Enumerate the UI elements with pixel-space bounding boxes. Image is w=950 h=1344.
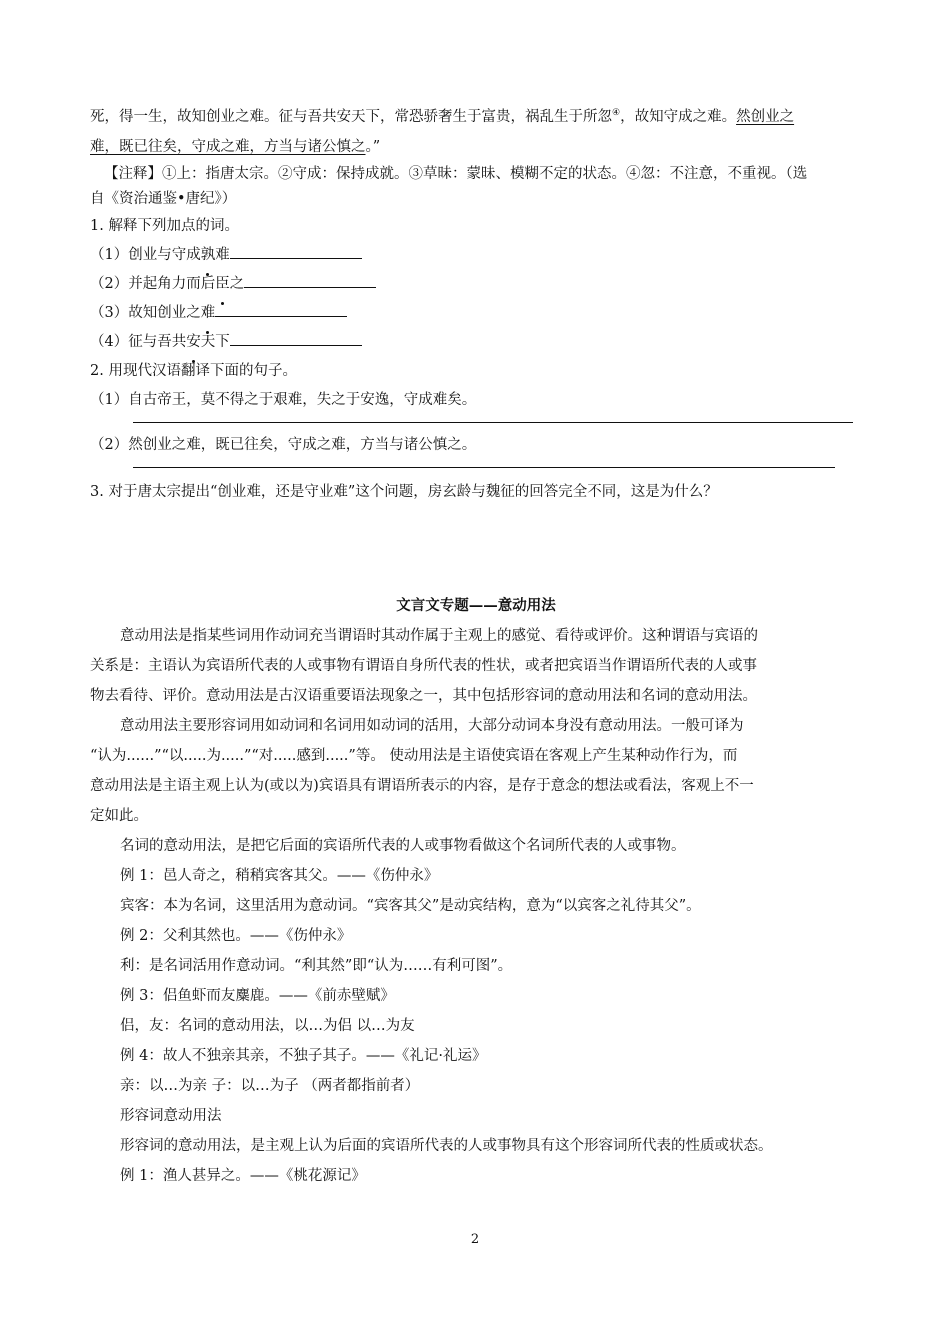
answer-blank[interactable] [244,273,376,288]
dotted-char: 安 [186,328,201,357]
spacer [90,507,862,591]
footnote-marker: ④ [612,108,621,118]
notes-line-1: 【注释】①上：指唐太宗。②守成：保持成就。③草昧：蒙昧、模糊不定的状态。④忽：不注意，不重视。（选 [104,165,808,182]
noun-usage-intro: 名词的意动用法，是把它后面的宾语所代表的人或事物看做这个名词所代表的人或事物。 [120,837,686,854]
dotted-char: 孰 [201,241,216,270]
question-1-item: （3）故知创业之难 [90,299,862,328]
paragraph-line: 意动用法是指某些词用作动词充当谓语时其动作属于主观上的感觉、看待或评价。这种谓语与宾语的 [120,627,758,644]
adjective-usage-intro: 形容词的意动用法，是主观上认为后面的宾语所代表的人或事物具有这个形容词所代表的性质或状态。 [120,1137,773,1154]
example: 例 1：邑人奇之，稍稍宾客其父。——《伤仲永》 [120,867,439,884]
paragraph-line: 意动用法主要形容词用如动词和名词用如动词的活用，大部分动词本身没有意动用法。一般可译为 [120,717,744,734]
passage-text: 死，得一生，故知创业之难。征与吾共安天下，常恐骄奢生于富贵，祸乱生于所忽 [90,108,612,125]
answer-line[interactable] [133,421,853,423]
answer-blank[interactable] [230,244,362,259]
example: 例 2：父利其然也。——《伤仲永》 [120,927,352,944]
question-3-title: 3. 对于唐太宗提出“创业难，还是守业难”这个问题，房玄龄与魏征的回答完全不同，这是为什么？ [90,483,718,500]
paragraph-line: 意动用法是主语主观上认为(或以为)宾语具有谓语所表示的内容，是存于意念的想法或看法，客观上不一 [90,777,754,794]
question-2-sentence-1: （1）自古帝王，莫不得之于艰难，失之于安逸，守成难矣。 [90,391,477,408]
example-explanation: 亲：以…为亲 子：以…为子 （两者都指前者） [120,1077,420,1094]
example: 例 3：侣鱼虾而友麋鹿。——《前赤壁赋》 [120,987,395,1004]
question-1-item: （1）创业与守成孰难 [90,241,862,270]
answer-line[interactable] [133,466,835,468]
dotted-char: 臣 [215,270,230,299]
adjective-usage-heading: 形容词意动用法 [120,1107,222,1124]
paragraph-line: 物去看待、评价。意动用法是古汉语重要语法现象之一，其中包括形容词的意动用法和名词的意动用法。 [90,687,757,704]
underlined-sentence: 难，既已往矣，守成之难，方当与诸公慎之 [90,138,366,155]
example-explanation: 利：是名词活用作意动词。“利其然”即“认为……有利可图”。 [120,957,513,974]
answer-blank[interactable] [215,302,347,317]
passage-line-2 [90,132,862,162]
document-page [90,98,862,1191]
answer-blank[interactable] [230,331,362,346]
paragraph-line: 关系是：主语认为宾语所代表的人或事物有谓语自身所代表的性状，或者把宾语当作谓语所代表的人或事 [90,657,757,674]
question-1-item: （2）并起角力而后臣之 [90,270,862,299]
example: 例 1：渔人甚异之。——《桃花源记》 [120,1167,366,1184]
paragraph-line: 定如此。 [90,807,148,824]
paragraph-line: “认为......”“以.....为.....”“对.....感到.....”等。 使动用法是主语使宾语在客观上产生某种动作行为，而 [90,747,738,764]
passage-line-1 [90,98,862,132]
passage-text: ，故知守成之难。 [620,108,737,125]
example-explanation: 宾客：本为名词，这里活用为意动词。“宾客其父”是动宾结构，意为“以宾客之礼待其父”。 [120,897,701,914]
passage-text: 。” [365,138,381,155]
notes-line-2: 自《资治通鉴•唐纪》） [90,190,237,207]
underlined-sentence: 然创业之 [736,108,795,125]
example-explanation: 侣，友：名词的意动用法，以…为侣 以…为友 [120,1017,415,1034]
example: 例 4：故人不独亲其亲，不独子其子。——《礼记·礼运》 [120,1047,487,1064]
question-2-sentence-2: （2）然创业之难，既已往矣，守成之难，方当与诸公慎之。 [90,436,477,453]
question-1-item: （4）征与吾共安天下 [90,328,862,357]
section-title: 文言文专题——意动用法 [396,596,556,614]
question-2-title: 2. 用现代汉语翻译下面的句子。 [90,362,297,379]
question-1-title: 1. 解释下列加点的词。 [90,217,239,234]
page-number: 2 [470,1232,480,1247]
dotted-char: 难 [201,299,216,328]
